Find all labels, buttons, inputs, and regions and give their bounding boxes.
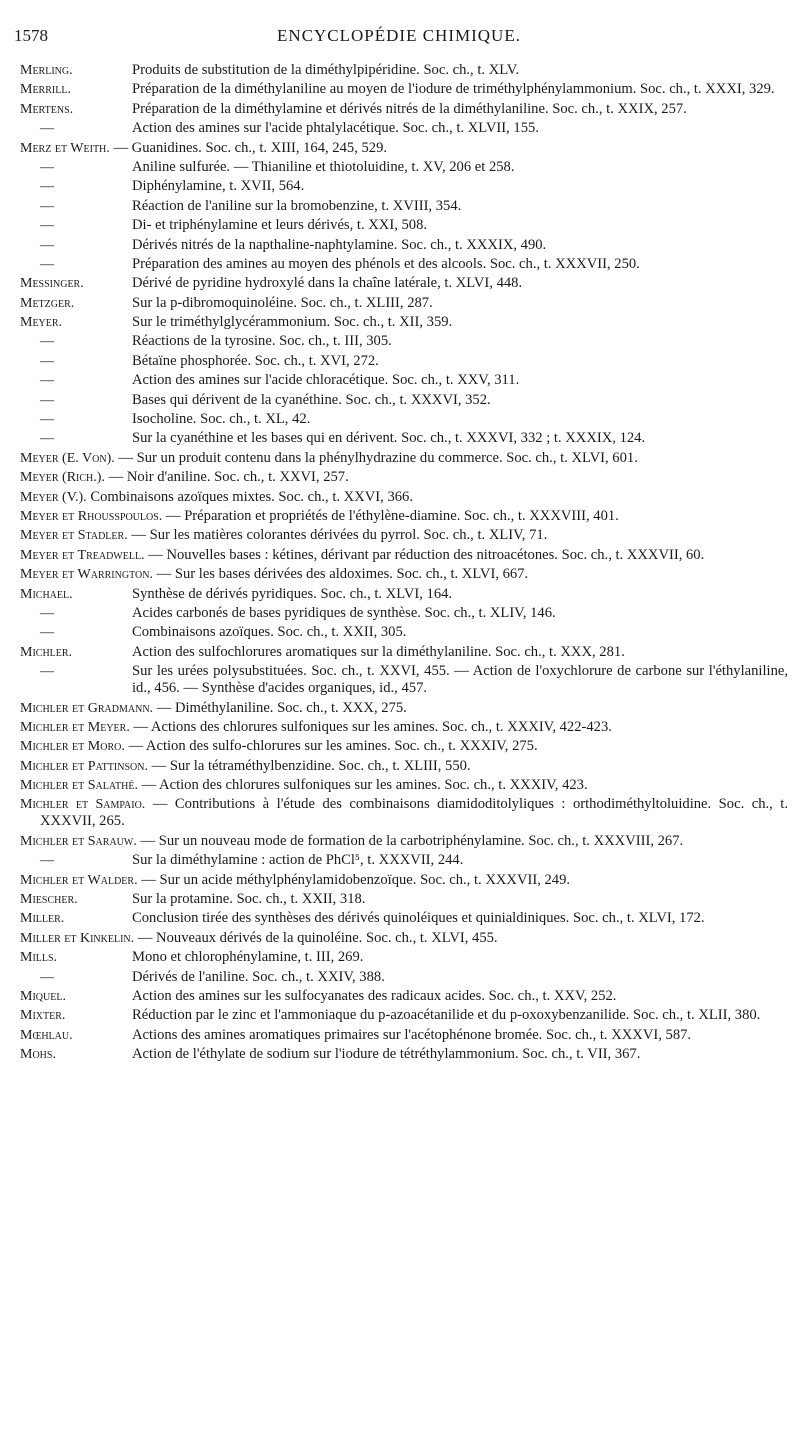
entry-text: — Nouveaux dérivés de la quinoléine. Soc. ch., t. XLVI, 455.: [137, 929, 498, 946]
author-name: Mills.: [20, 950, 58, 966]
bibliography-entry: [20, 719, 788, 736]
entry-text: Action des amines sur l'acide phtalylacétique. Soc. ch., t. XLVII, 155.: [132, 120, 539, 137]
author-name: Michler et Sarauw.: [20, 833, 137, 849]
author-name: Miescher.: [20, 892, 78, 908]
author-name: Meyer (V.).: [20, 489, 87, 505]
entry-text: Réactions de la tyrosine. Soc. ch., t. III, 305.: [132, 333, 392, 350]
entry-text: Conclusion tirée des synthèses des dérivés quinoléiques et quinialdiniques. Soc. ch., t. XLVI, 172.: [132, 910, 705, 927]
bibliography-entry: [20, 891, 788, 908]
bibliography-entry: [20, 314, 788, 331]
author-name: Michler.: [20, 644, 73, 660]
ditto-dash: —: [40, 392, 54, 408]
bibliography-entry: [20, 738, 788, 755]
entry-text: Bases qui dérivent de la cyanéthine. Soc. ch., t. XXXVI, 352.: [132, 391, 491, 408]
entry-text: Combinaisons azoïques mixtes. Soc. ch., t. XXVI, 366.: [90, 488, 413, 505]
bibliography-entry: [20, 469, 788, 486]
bibliography-entry: [20, 101, 788, 118]
bibliography-entry: [20, 777, 788, 794]
bibliography-entry: [20, 275, 788, 292]
entry-text: — Noir d'aniline. Soc. ch., t. XXVI, 257.: [108, 469, 349, 486]
bibliography-entry: [20, 700, 788, 717]
entry-text: Sur le triméthylglycérammonium. Soc. ch., t. XII, 359.: [132, 314, 453, 331]
ditto-dash: —: [40, 664, 54, 680]
author-name: Michler et Meyer.: [20, 719, 130, 735]
entry-text: Aniline sulfurée. — Thianiline et thiotoluidine, t. XV, 206 et 258.: [132, 158, 515, 175]
author-name: Merz et Weith.: [20, 140, 110, 156]
entry-text: Combinaisons azoïques. Soc. ch., t. XXII, 305.: [132, 624, 407, 641]
bibliography-entry: [20, 949, 788, 966]
author-name: Meyer (Rich.).: [20, 470, 105, 486]
bibliography-entry: [20, 430, 788, 447]
bibliography-entry: [20, 450, 788, 467]
author-name: Miller et Kinkelin.: [20, 930, 135, 946]
entry-text: Isocholine. Soc. ch., t. XL, 42.: [132, 411, 311, 428]
ditto-dash: —: [40, 431, 54, 447]
bibliography-entry: [20, 489, 788, 506]
entry-text: Action de l'éthylate de sodium sur l'iodure de tétréthylammonium. Soc. ch., t. VII, 367.: [132, 1046, 641, 1063]
ditto-dash: —: [40, 334, 54, 350]
author-name: Meyer et Stadler.: [20, 528, 128, 544]
ditto-dash: —: [40, 159, 54, 175]
entry-text: Bétaïne phosphorée. Soc. ch., t. XVI, 272.: [132, 352, 379, 369]
author-name: Michler et Pattinson.: [20, 758, 148, 774]
bibliography-entry: [20, 256, 788, 273]
ditto-dash: —: [40, 256, 54, 272]
bibliography-entry: [20, 833, 788, 850]
entry-text: Réduction par le zinc et l'ammoniaque du p-azoacétanilide et du p-oxoxybenzanilide. Soc. ch., t. XLII, 380.: [132, 1007, 761, 1024]
author-name: Mixter.: [20, 1008, 66, 1024]
bibliography-entry: [20, 411, 788, 428]
page-number: 1578: [14, 26, 48, 45]
author-name: Merling.: [20, 63, 73, 78]
bibliography-entry: [20, 62, 788, 79]
author-name: Miller.: [20, 911, 65, 927]
ditto-dash: —: [40, 353, 54, 369]
ditto-dash: —: [40, 198, 54, 214]
entry-text: Sur la p-dibromoquinoléine. Soc. ch., t. XLIII, 287.: [132, 294, 433, 311]
bibliography-entry: [20, 237, 788, 254]
page-header: [14, 26, 784, 50]
bibliography-entry: [20, 508, 788, 525]
entry-text: Sur la protamine. Soc. ch., t. XXII, 318.: [132, 891, 366, 908]
author-name: Mœhlau.: [20, 1027, 73, 1043]
bibliography-entry: [20, 392, 788, 409]
author-name: Miquel.: [20, 988, 66, 1004]
author-name: Michler et Salathé.: [20, 778, 138, 794]
entry-text: — Actions des chlorures sulfoniques sur les amines. Soc. ch., t. XXXIV, 422-423.: [133, 718, 612, 735]
author-name: Meyer.: [20, 315, 63, 331]
bibliography-entry: [20, 178, 788, 195]
author-name: Meyer (E. Von).: [20, 450, 115, 466]
ditto-dash: —: [40, 179, 54, 195]
bibliography-entry: [20, 159, 788, 176]
entry-text: Préparation de la diméthylamine et dérivés nitrés de la diméthylaniline. Soc. ch., t. XXIX, 257.: [132, 100, 687, 117]
author-name: Meyer et Warrington.: [20, 567, 153, 583]
bibliography-entry: [20, 988, 788, 1005]
entry-text: Actions des amines aromatiques primaires sur l'acétophénone bromée. Soc. ch., t. XXXVI, 587.: [132, 1026, 692, 1043]
author-name: Messinger.: [20, 276, 84, 292]
entry-text: — Contributions à l'étude des combinaisons diamidoditolyliques : orthodiméthyltoluidine. Soc. ch., t. XXXVII, 265.: [40, 796, 788, 830]
entry-text: Sur la diméthylamine : action de PhCl⁵, t. XXXVII, 244.: [132, 852, 464, 869]
entry-text: Di- et triphénylamine et leurs dérivés, t. XXI, 508.: [132, 217, 428, 234]
ditto-dash: —: [40, 605, 54, 621]
entry-text: — Sur un nouveau mode de formation de la carbotriphénylamine. Soc. ch., t. XXXVIII, 267.: [140, 832, 684, 849]
entry-text: Dérivé de pyridine hydroxylé dans la chaîne latérale, t. XLVI, 448.: [132, 275, 523, 292]
running-title: ENCYCLOPÉDIE CHIMIQUE.: [277, 26, 521, 45]
bibliography-entry: [20, 872, 788, 889]
ditto-dash: —: [40, 412, 54, 428]
bibliography-entry: [20, 663, 788, 697]
entry-text: Action des sulfochlorures aromatiques sur la diméthylaniline. Soc. ch., t. XXX, 281.: [132, 643, 625, 660]
bibliography-entry: [20, 910, 788, 927]
entry-text: — Sur un acide méthylphénylamidobenzoïque. Soc. ch., t. XXXVII, 249.: [141, 871, 571, 888]
entry-text: — Préparation et propriétés de l'éthylène-diamine. Soc. ch., t. XXXVIII, 401.: [165, 507, 619, 524]
bibliography-entry: [20, 758, 788, 775]
author-name: Metzger.: [20, 295, 75, 311]
bibliography-entry: [20, 547, 788, 564]
bibliography-entry: [20, 796, 788, 830]
entry-text: Réaction de l'aniline sur la bromobenzine, t. XVIII, 354.: [132, 197, 462, 214]
author-name: Mertens.: [20, 101, 74, 117]
author-name: Michael.: [20, 586, 73, 602]
entry-text: — Sur les bases dérivées des aldoximes. Soc. ch., t. XLVI, 667.: [156, 566, 529, 583]
bibliography-entry: [20, 140, 788, 157]
entry-text: — Action des chlorures sulfoniques sur les amines. Soc. ch., t. XXXIV, 423.: [141, 777, 588, 794]
entry-text: Mono et chlorophénylamine, t. III, 269.: [132, 949, 364, 966]
bibliography-entry: [20, 852, 788, 869]
entry-text: — Sur les matières colorantes dérivées du pyrrol. Soc. ch., t. XLIV, 71.: [131, 527, 548, 544]
bibliography-entry: [20, 566, 788, 583]
ditto-dash: —: [40, 373, 54, 389]
entry-text: — Action des sulfo-chlorures sur les amines. Soc. ch., t. XXXIV, 275.: [128, 738, 538, 755]
entry-text: — Diméthylaniline. Soc. ch., t. XXX, 275.: [156, 699, 407, 716]
ditto-dash: —: [40, 121, 54, 137]
ditto-dash: —: [40, 218, 54, 234]
bibliography-entry: [20, 1007, 788, 1024]
bibliography-entry: [20, 605, 788, 622]
bibliography-entry: [20, 969, 788, 986]
author-name: Mohs.: [20, 1047, 56, 1063]
bibliography-entry: [20, 120, 788, 137]
bibliography-entry: [20, 930, 788, 947]
entry-text: — Sur un produit contenu dans la phénylhydrazine du commerce. Soc. ch., t. XLVI, 601.: [118, 449, 638, 466]
bibliography-entry: [20, 624, 788, 641]
entry-text: Préparation de la diméthylaniline au moyen de l'iodure de triméthylphénylammonium. Soc. ch., t. XXXI, 329.: [132, 81, 775, 98]
author-name: Meyer et Rhousspoulos.: [20, 508, 163, 524]
bibliography-entry: [20, 644, 788, 661]
ditto-dash: —: [40, 969, 54, 985]
author-name: Michler et Walder.: [20, 872, 138, 888]
bibliography-entry: [20, 217, 788, 234]
entry-text: Dérivés nitrés de la napthaline-naphtylamine. Soc. ch., t. XXXIX, 490.: [132, 236, 547, 253]
bibliography-entry: [20, 353, 788, 370]
bibliography-entry: [20, 1027, 788, 1044]
entry-text: Synthèse de dérivés pyridiques. Soc. ch., t. XLVI, 164.: [132, 585, 453, 602]
entry-text: Sur les urées polysubstituées. Soc. ch., t. XXVI, 455. — Action de l'oxychlorure de carbone sur l'éthylaniline, id., 456. — Synthèse d'acides organiques, id., 457.: [132, 663, 788, 697]
entry-text: Préparation des amines au moyen des phénols et des alcools. Soc. ch., t. XXXVII, 250.: [132, 255, 640, 272]
entry-text: Action des amines sur l'acide chloracétique. Soc. ch., t. XXV, 311.: [132, 372, 520, 389]
bibliography-entry: [20, 295, 788, 312]
ditto-dash: —: [40, 625, 54, 641]
ditto-dash: —: [40, 237, 54, 253]
entry-text: Sur la cyanéthine et les bases qui en dérivent. Soc. ch., t. XXXVI, 332 ; t. XXXIX, 124.: [132, 430, 646, 447]
author-name: Michler et Gradmann.: [20, 700, 154, 716]
bibliography-entry: [20, 333, 788, 350]
entry-text: Acides carbonés de bases pyridiques de synthèse. Soc. ch., t. XLIV, 146.: [132, 604, 556, 621]
bibliography-list: [20, 62, 788, 1066]
author-name: Michler et Sampaio.: [20, 797, 146, 813]
bibliography-entry: [20, 198, 788, 215]
bibliography-entry: [20, 372, 788, 389]
entry-text: — Guanidines. Soc. ch., t. XIII, 164, 245, 529.: [113, 139, 388, 156]
entry-text: — Sur la tétraméthylbenzidine. Soc. ch., t. XLIII, 550.: [151, 757, 471, 774]
author-name: Merrill.: [20, 82, 71, 98]
bibliography-entry: [20, 527, 788, 544]
entry-text: Action des amines sur les sulfocyanates des radicaux acides. Soc. ch., t. XXV, 252.: [132, 987, 617, 1004]
author-name: Michler et Moro.: [20, 739, 125, 755]
entry-text: — Nouvelles bases : kétines, dérivant par réduction des nitroacétones. Soc. ch., t. XXXVII, 60.: [148, 546, 705, 563]
ditto-dash: —: [40, 853, 54, 869]
entry-text: Produits de substitution de la diméthylpipéridine. Soc. ch., t. XLV.: [132, 62, 520, 78]
entry-text: Diphénylamine, t. XVII, 564.: [132, 178, 305, 195]
entry-text: Dérivés de l'aniline. Soc. ch., t. XXIV, 388.: [132, 968, 385, 985]
bibliography-entry: [20, 586, 788, 603]
bibliography-entry: [20, 81, 788, 98]
bibliography-entry: [20, 1046, 788, 1063]
author-name: Meyer et Treadwell.: [20, 547, 145, 563]
